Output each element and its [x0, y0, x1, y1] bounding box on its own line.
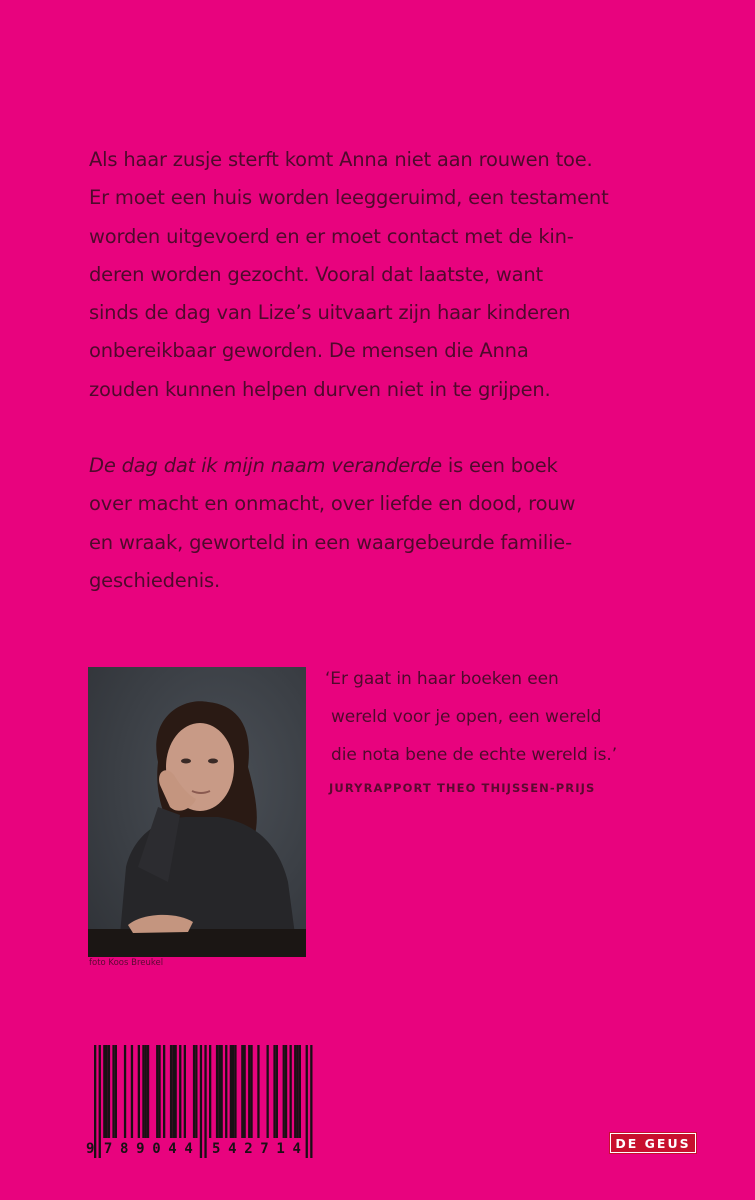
book-blurb: [89, 141, 699, 600]
blurb-paragraph-2: [89, 447, 699, 600]
svg-text:4: 4: [184, 1141, 193, 1157]
publisher-logo: DE GEUS: [610, 1133, 696, 1153]
svg-text:0: 0: [152, 1141, 161, 1157]
barcode-bars: [84, 1045, 314, 1160]
blurb-line: [89, 447, 699, 485]
svg-text:4: 4: [292, 1141, 301, 1157]
svg-text:4: 4: [228, 1141, 237, 1157]
review-quote: [325, 660, 715, 775]
quote-line: ‘Er gaat in haar boeken een: [325, 669, 559, 689]
quote-line: die nota bene de echte wereld is.’: [331, 745, 618, 766]
blurb-line: zouden kunnen helpen durven niet in te grijpen.: [89, 377, 551, 401]
svg-text:9: 9: [136, 1141, 145, 1157]
blurb-line: worden uitgevoerd en er moet contact met de kin-: [89, 224, 574, 248]
svg-text:7: 7: [260, 1141, 269, 1157]
svg-text:9: 9: [86, 1141, 95, 1157]
blurb-line: onbereikbaar geworden. De mensen die Anna: [89, 339, 529, 363]
blurb-line: Als haar zusje sterft komt Anna niet aan rouwen toe.: [89, 148, 593, 171]
blurb-line: sinds de dag van Lize’s uitvaart zijn haar kinderen: [89, 301, 571, 325]
blurb-paragraph-1: [89, 141, 699, 409]
svg-text:1: 1: [276, 1141, 285, 1157]
blurb-line: over macht en onmacht, over liefde en dood, rouw: [89, 492, 576, 516]
svg-text:5: 5: [212, 1141, 221, 1157]
svg-text:4: 4: [168, 1141, 177, 1157]
svg-text:2: 2: [244, 1141, 253, 1157]
blurb-line-rest: is een boek: [441, 454, 558, 478]
blurb-line: deren worden gezocht. Vooral dat laatste, want: [89, 262, 543, 286]
author-portrait-illustration: [88, 667, 306, 957]
quote-attribution: JURYRAPPORT THEO THIJSSEN-PRIJS: [329, 781, 596, 795]
blurb-line: en wraak, geworteld in een waargebeurde familie-: [89, 530, 572, 554]
svg-text:7: 7: [103, 1141, 113, 1157]
blurb-line: Er moet een huis worden leeggeruimd, een testament: [89, 186, 609, 210]
photo-credit: foto Koos Breukel: [89, 958, 164, 968]
quote-line: wereld voor je open, een wereld: [331, 707, 602, 728]
blurb-line: geschiedenis.: [89, 568, 220, 592]
isbn-barcode: [84, 1045, 314, 1160]
svg-text:8: 8: [120, 1141, 129, 1157]
book-title-italic: De dag dat ik mijn naam veranderde: [89, 454, 442, 478]
author-photo: [88, 667, 306, 957]
